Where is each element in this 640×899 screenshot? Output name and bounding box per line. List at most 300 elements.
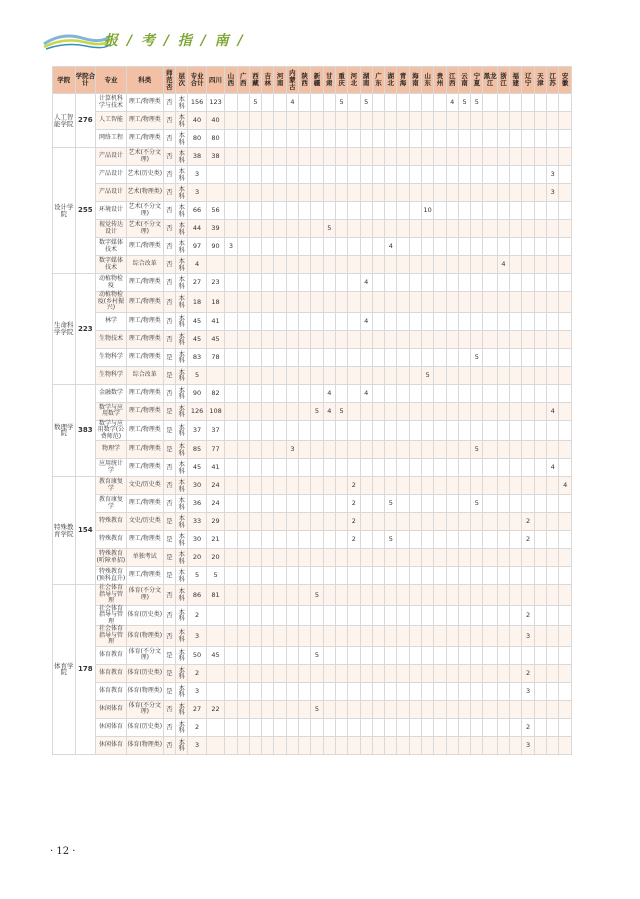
province-quota: [510, 312, 522, 330]
sichuan-quota: 39: [206, 220, 224, 238]
province-quota: [274, 549, 286, 567]
province-quota: [522, 184, 534, 202]
province-quota: [360, 646, 372, 664]
province-quota: [274, 292, 286, 313]
province-quota: [348, 256, 360, 274]
major-total: 45: [188, 459, 206, 477]
province-quota: [471, 238, 483, 256]
degree-level: 本科: [176, 531, 188, 549]
column-header: 内蒙古: [286, 67, 298, 94]
column-header: 广西: [237, 67, 249, 94]
province-quota: [522, 202, 534, 220]
province-quota: [237, 166, 249, 184]
normal-school-flag: 否: [163, 736, 175, 754]
sichuan-quota: 24: [206, 477, 224, 495]
province-quota: [446, 256, 458, 274]
province-quota: [534, 366, 546, 384]
province-quota: [446, 682, 458, 700]
major-name: 体育教育: [96, 646, 127, 664]
province-quota: [522, 585, 534, 606]
province-quota: [385, 736, 397, 754]
province-quota: [483, 585, 497, 606]
province-quota: [409, 420, 421, 441]
province-quota: [237, 736, 249, 754]
province-quota: [397, 274, 409, 292]
province-quota: [286, 664, 298, 682]
province-quota: [262, 256, 274, 274]
province-quota: [348, 348, 360, 366]
province-quota: [274, 184, 286, 202]
province-quota: [559, 567, 572, 585]
province-quota: [483, 384, 497, 402]
province-quota: [522, 274, 534, 292]
province-quota: [360, 549, 372, 567]
subject-category: 体育(不分文理): [126, 585, 163, 606]
table-row: [53, 549, 572, 567]
province-quota: [286, 682, 298, 700]
province-quota: [483, 366, 497, 384]
normal-school-flag: 否: [163, 202, 175, 220]
province-quota: [249, 605, 261, 626]
province-quota: 5: [311, 585, 323, 606]
province-quota: [522, 384, 534, 402]
province-quota: 5: [249, 94, 261, 112]
province-quota: [360, 348, 372, 366]
province-quota: [299, 384, 311, 402]
province-quota: [360, 459, 372, 477]
province-quota: [510, 459, 522, 477]
province-quota: [286, 148, 298, 166]
province-quota: [534, 112, 546, 130]
province-quota: [559, 664, 572, 682]
degree-level: 本科: [176, 549, 188, 567]
province-quota: [510, 148, 522, 166]
province-quota: [522, 112, 534, 130]
province-quota: [534, 549, 546, 567]
province-quota: [262, 366, 274, 384]
province-quota: [446, 112, 458, 130]
province-quota: [335, 348, 347, 366]
province-quota: [385, 664, 397, 682]
province-quota: [510, 348, 522, 366]
province-quota: [323, 736, 335, 754]
major-name: 网络工程: [96, 130, 127, 148]
province-quota: [397, 477, 409, 495]
province-quota: [311, 330, 323, 348]
degree-level: 本科: [176, 682, 188, 700]
province-quota: [274, 585, 286, 606]
sichuan-quota: [206, 366, 224, 384]
province-quota: [311, 238, 323, 256]
province-quota: [434, 495, 446, 513]
enrollment-plan-table: [52, 66, 572, 755]
major-total: 2: [188, 605, 206, 626]
province-quota: [397, 567, 409, 585]
province-quota: [249, 312, 261, 330]
province-quota: [547, 384, 559, 402]
province-quota: [335, 274, 347, 292]
province-quota: [471, 148, 483, 166]
province-quota: [372, 531, 384, 549]
province-quota: [409, 585, 421, 606]
major-name: 动植物检疫(乡村振兴): [96, 292, 127, 313]
province-quota: [510, 130, 522, 148]
province-quota: [497, 384, 509, 402]
province-quota: [385, 626, 397, 647]
major-total: 126: [188, 402, 206, 420]
college-name: 生命科学学院: [53, 274, 76, 385]
province-quota: [311, 626, 323, 647]
province-quota: [225, 441, 237, 459]
province-quota: 3: [522, 736, 534, 754]
province-quota: [434, 330, 446, 348]
province-quota: [299, 256, 311, 274]
province-quota: [237, 459, 249, 477]
province-quota: [335, 148, 347, 166]
province-quota: [311, 664, 323, 682]
province-quota: [559, 130, 572, 148]
province-quota: [559, 312, 572, 330]
province-quota: [348, 646, 360, 664]
province-quota: [547, 112, 559, 130]
major-name: 金融数学: [96, 384, 127, 402]
province-quota: [225, 348, 237, 366]
province-quota: [559, 274, 572, 292]
major-total: 86: [188, 585, 206, 606]
sichuan-quota: [206, 605, 224, 626]
province-quota: [249, 549, 261, 567]
province-quota: [446, 664, 458, 682]
province-quota: [385, 94, 397, 112]
province-quota: [547, 664, 559, 682]
degree-level: 本科: [176, 130, 188, 148]
province-quota: [471, 700, 483, 718]
major-name: 教育康复学: [96, 477, 127, 495]
province-quota: [311, 682, 323, 700]
province-quota: [483, 441, 497, 459]
province-quota: [534, 567, 546, 585]
province-quota: [348, 549, 360, 567]
province-quota: [497, 736, 509, 754]
province-quota: [372, 682, 384, 700]
province-quota: [286, 402, 298, 420]
province-quota: [446, 585, 458, 606]
province-quota: [446, 238, 458, 256]
province-quota: [372, 166, 384, 184]
province-quota: [323, 148, 335, 166]
province-quota: [510, 441, 522, 459]
province-quota: [249, 384, 261, 402]
province-quota: [323, 366, 335, 384]
province-quota: [497, 585, 509, 606]
province-quota: [559, 682, 572, 700]
province-quota: [348, 220, 360, 238]
major-name: 特殊教育(预科直升): [96, 567, 127, 585]
province-quota: [409, 112, 421, 130]
province-quota: [237, 184, 249, 202]
province-quota: [534, 130, 546, 148]
province-quota: [547, 605, 559, 626]
province-quota: [397, 256, 409, 274]
province-quota: [262, 94, 274, 112]
province-quota: 3: [522, 626, 534, 647]
province-quota: [422, 402, 434, 420]
normal-school-flag: 否: [163, 256, 175, 274]
province-quota: 5: [471, 441, 483, 459]
normal-school-flag: 否: [163, 130, 175, 148]
province-quota: [510, 256, 522, 274]
province-quota: [510, 718, 522, 736]
province-quota: [237, 718, 249, 736]
major-total: 44: [188, 220, 206, 238]
province-quota: [299, 202, 311, 220]
province-quota: [547, 348, 559, 366]
province-quota: [335, 166, 347, 184]
degree-level: 本科: [176, 330, 188, 348]
province-quota: [225, 366, 237, 384]
sichuan-quota: 37: [206, 420, 224, 441]
province-quota: [372, 718, 384, 736]
table-row: [53, 718, 572, 736]
table-row: [53, 238, 572, 256]
province-quota: [497, 274, 509, 292]
province-quota: [483, 256, 497, 274]
major-total: 97: [188, 238, 206, 256]
province-quota: [483, 274, 497, 292]
major-total: 37: [188, 420, 206, 441]
province-quota: [385, 605, 397, 626]
province-quota: [497, 148, 509, 166]
province-quota: [299, 330, 311, 348]
province-quota: [422, 459, 434, 477]
province-quota: [422, 256, 434, 274]
province-quota: [249, 366, 261, 384]
province-quota: [299, 682, 311, 700]
province-quota: [262, 477, 274, 495]
province-quota: [372, 664, 384, 682]
degree-level: 本科: [176, 366, 188, 384]
province-quota: [434, 202, 446, 220]
province-quota: [348, 585, 360, 606]
province-quota: [225, 664, 237, 682]
table-row: [53, 700, 572, 718]
province-quota: [510, 513, 522, 531]
province-quota: [237, 274, 249, 292]
province-quota: [237, 531, 249, 549]
province-quota: [372, 112, 384, 130]
province-quota: [422, 736, 434, 754]
province-quota: [547, 718, 559, 736]
normal-school-flag: 否: [163, 312, 175, 330]
province-quota: 5: [422, 366, 434, 384]
column-header: 青海: [397, 67, 409, 94]
province-quota: [348, 130, 360, 148]
degree-level: 本科: [176, 626, 188, 647]
province-quota: [534, 477, 546, 495]
province-quota: [510, 292, 522, 313]
sichuan-quota: 22: [206, 700, 224, 718]
province-quota: [335, 441, 347, 459]
major-name: 休闲体育: [96, 700, 127, 718]
province-quota: [372, 274, 384, 292]
column-header: 陕西: [299, 67, 311, 94]
province-quota: [483, 348, 497, 366]
province-quota: [237, 94, 249, 112]
province-quota: 2: [522, 664, 534, 682]
degree-level: 本科: [176, 166, 188, 184]
major-total: 2: [188, 664, 206, 682]
province-quota: [471, 736, 483, 754]
province-quota: [409, 130, 421, 148]
province-quota: [534, 274, 546, 292]
province-quota: [483, 682, 497, 700]
province-quota: [547, 495, 559, 513]
province-quota: [323, 664, 335, 682]
province-quota: [274, 626, 286, 647]
province-quota: [397, 384, 409, 402]
column-header: 甘肃: [323, 67, 335, 94]
province-quota: [323, 718, 335, 736]
province-quota: [559, 384, 572, 402]
page-number: · 12 ·: [50, 846, 76, 857]
province-quota: [446, 292, 458, 313]
province-quota: [522, 477, 534, 495]
province-quota: 5: [471, 94, 483, 112]
province-quota: [274, 256, 286, 274]
table-row: [53, 626, 572, 647]
province-quota: [409, 366, 421, 384]
province-quota: [522, 130, 534, 148]
province-quota: [559, 166, 572, 184]
degree-level: 本科: [176, 94, 188, 112]
province-quota: [559, 220, 572, 238]
province-quota: [483, 646, 497, 664]
province-quota: [471, 112, 483, 130]
province-quota: [559, 292, 572, 313]
province-quota: [335, 513, 347, 531]
province-quota: [409, 549, 421, 567]
province-quota: [434, 366, 446, 384]
major-total: 27: [188, 700, 206, 718]
province-quota: [360, 166, 372, 184]
province-quota: [348, 605, 360, 626]
province-quota: [510, 626, 522, 647]
province-quota: [237, 220, 249, 238]
province-quota: [409, 184, 421, 202]
province-quota: [471, 626, 483, 647]
province-quota: [534, 700, 546, 718]
province-quota: [422, 531, 434, 549]
column-header: 辽宁: [522, 67, 534, 94]
province-quota: [458, 184, 470, 202]
province-quota: [446, 567, 458, 585]
province-quota: [348, 274, 360, 292]
province-quota: [497, 700, 509, 718]
province-quota: [286, 549, 298, 567]
province-quota: [434, 700, 446, 718]
province-quota: [311, 420, 323, 441]
province-quota: [372, 495, 384, 513]
province-quota: [458, 513, 470, 531]
province-quota: [311, 348, 323, 366]
province-quota: [534, 148, 546, 166]
sichuan-quota: 41: [206, 312, 224, 330]
province-quota: [547, 646, 559, 664]
province-quota: [348, 94, 360, 112]
sichuan-quota: [206, 736, 224, 754]
subject-category: 体育(物理类): [126, 736, 163, 754]
province-quota: [409, 312, 421, 330]
province-quota: [225, 220, 237, 238]
province-quota: [559, 148, 572, 166]
province-quota: [299, 166, 311, 184]
province-quota: [274, 682, 286, 700]
degree-level: 本科: [176, 646, 188, 664]
province-quota: [446, 312, 458, 330]
province-quota: [323, 330, 335, 348]
province-quota: [262, 567, 274, 585]
province-quota: [547, 477, 559, 495]
province-quota: [348, 736, 360, 754]
province-quota: [446, 402, 458, 420]
degree-level: 本科: [176, 238, 188, 256]
normal-school-flag: 是: [163, 366, 175, 384]
column-header: 重庆: [335, 67, 347, 94]
province-quota: [483, 626, 497, 647]
sichuan-quota: [206, 166, 224, 184]
province-quota: [262, 420, 274, 441]
province-quota: [249, 664, 261, 682]
province-quota: [409, 148, 421, 166]
province-quota: [335, 646, 347, 664]
province-quota: [225, 130, 237, 148]
province-quota: [286, 348, 298, 366]
province-quota: [348, 718, 360, 736]
degree-level: 本科: [176, 202, 188, 220]
province-quota: [397, 736, 409, 754]
sichuan-quota: [206, 664, 224, 682]
province-quota: [360, 495, 372, 513]
province-quota: [397, 348, 409, 366]
sichuan-quota: 56: [206, 202, 224, 220]
province-quota: [335, 112, 347, 130]
province-quota: [274, 166, 286, 184]
province-quota: [311, 567, 323, 585]
province-quota: [446, 184, 458, 202]
province-quota: [237, 700, 249, 718]
province-quota: [497, 549, 509, 567]
province-quota: [249, 220, 261, 238]
column-header: 福建: [510, 67, 522, 94]
province-quota: [534, 441, 546, 459]
province-quota: [262, 513, 274, 531]
province-quota: [497, 312, 509, 330]
province-quota: [299, 549, 311, 567]
province-quota: [434, 549, 446, 567]
province-quota: [311, 148, 323, 166]
province-quota: [225, 330, 237, 348]
province-quota: [422, 700, 434, 718]
province-quota: [497, 220, 509, 238]
province-quota: [348, 682, 360, 700]
normal-school-flag: 否: [163, 238, 175, 256]
province-quota: [483, 567, 497, 585]
province-quota: [372, 402, 384, 420]
province-quota: [237, 330, 249, 348]
province-quota: 5: [458, 94, 470, 112]
province-quota: [397, 184, 409, 202]
province-quota: [434, 184, 446, 202]
